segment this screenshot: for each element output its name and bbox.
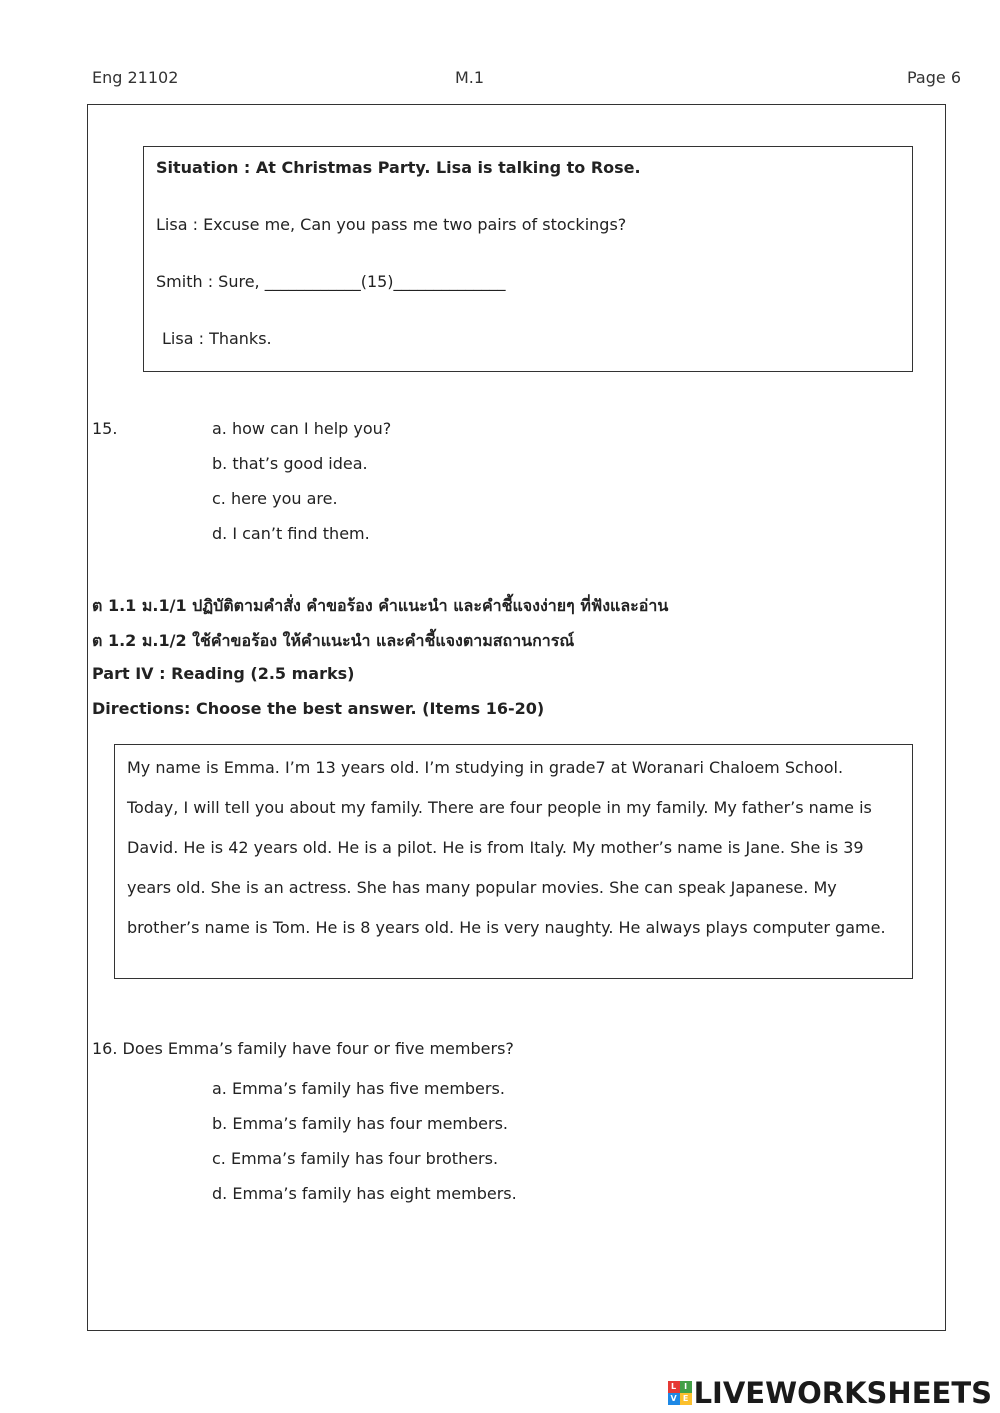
passage-line-5: brother’s name is Tom. He is 8 years old. He is very naughty. He always plays computer game. [127, 918, 886, 937]
part-title: Part IV : Reading (2.5 marks) [92, 664, 355, 683]
q15-option-c[interactable]: c. here you are. [212, 489, 338, 508]
standard-2: ต 1.2 ม.1/2 ใช้คำขอร้อง ให้คำแนะนำ และคำชี้แจงตามสถานการณ์ [92, 631, 575, 650]
q15-option-a[interactable]: a. how can I help you? [212, 419, 392, 438]
passage-line-2: Today, I will tell you about my family. There are four people in my family. My father’s name is [127, 798, 872, 817]
q16-option-a[interactable]: a. Emma’s family has five members. [212, 1079, 505, 1098]
passage-box [114, 744, 913, 979]
situation-line-3: Lisa : Thanks. [162, 329, 272, 348]
q16-question: 16. Does Emma’s family have four or five members? [92, 1039, 514, 1058]
situation-title: Situation : At Christmas Party. Lisa is talking to Rose. [156, 158, 641, 177]
logo-mark-i: I [680, 1381, 692, 1393]
situation-line-1: Lisa : Excuse me, Can you pass me two pairs of stockings? [156, 215, 627, 234]
logo-mark-v: V [668, 1393, 680, 1405]
q16-option-d[interactable]: d. Emma’s family has eight members. [212, 1184, 517, 1203]
q15-number: 15. [92, 419, 118, 438]
logo-mark-l: L [668, 1381, 680, 1393]
liveworksheets-logo[interactable] [668, 1376, 992, 1410]
header-page: Page 6 [907, 68, 961, 87]
liveworksheets-text: LIVEWORKSHEETS [693, 1376, 992, 1410]
liveworksheets-mark-icon [668, 1381, 692, 1405]
q15-option-b[interactable]: b. that’s good idea. [212, 454, 368, 473]
header-level: M.1 [455, 68, 485, 87]
passage-line-3: David. He is 42 years old. He is a pilot. He is from Italy. My mother’s name is Jane. She is 39 [127, 838, 864, 857]
passage-line-4: years old. She is an actress. She has many popular movies. She can speak Japanese. My [127, 878, 837, 897]
header-code: Eng 21102 [92, 68, 179, 87]
q16-option-c[interactable]: c. Emma’s family has four brothers. [212, 1149, 499, 1168]
situation-line-2: Smith : Sure, ____________(15)______________ [156, 272, 506, 291]
q16-option-b[interactable]: b. Emma’s family has four members. [212, 1114, 508, 1133]
directions: Directions: Choose the best answer. (Items 16-20) [92, 699, 545, 718]
standard-1: ต 1.1 ม.1/1 ปฏิบัติตามคำสั่ง คำขอร้อง คำแนะนำ และคำชี้แจงง่ายๆ ที่ฟังและอ่าน [92, 596, 669, 615]
logo-mark-e: E [680, 1393, 692, 1405]
passage-line-1: My name is Emma. I’m 13 years old. I’m studying in grade7 at Woranari Chaloem School. [127, 758, 844, 777]
q15-option-d[interactable]: d. I can’t find them. [212, 524, 370, 543]
